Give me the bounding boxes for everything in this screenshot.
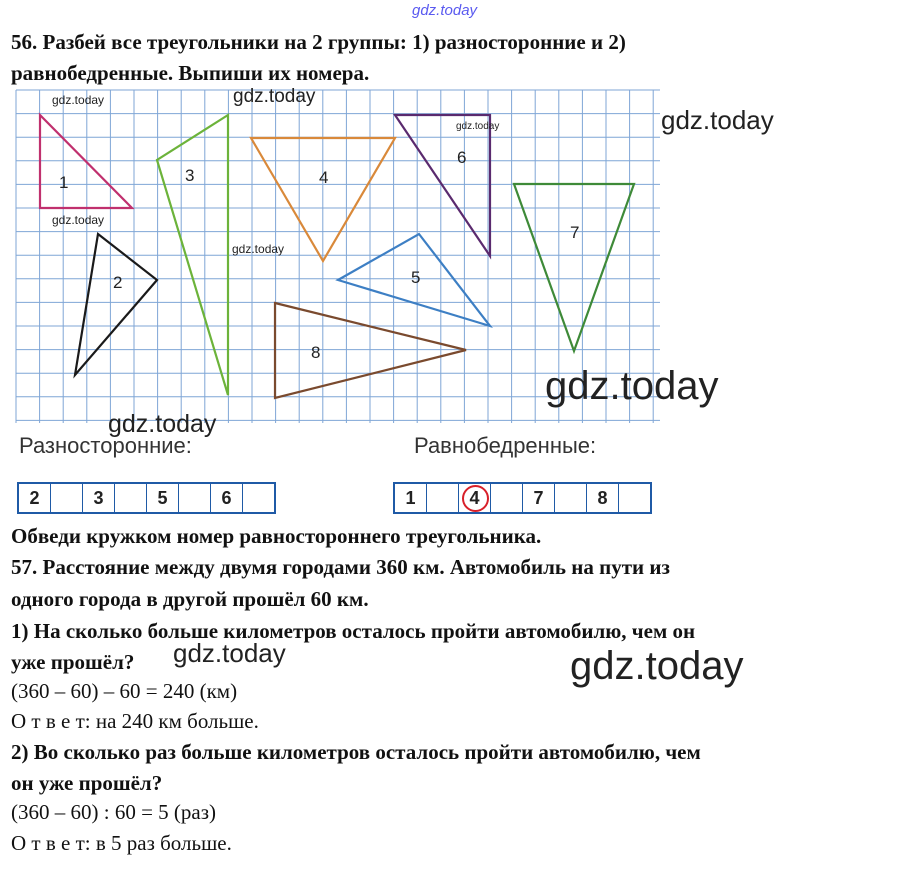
watermark: gdz.today [545,364,719,408]
task57-q2-line2: он уже прошёл? [11,771,163,795]
watermark: gdz.today [232,242,285,256]
watermark: gdz.today [108,410,217,438]
task57-answer1: О т в е т: на 240 км больше. [11,709,259,733]
triangle-7-label: 7 [570,223,580,242]
scalene-cell: 5 [147,484,179,512]
isosceles-label: Равнобедренные: [414,433,597,458]
scalene-label: Разносторонние: [19,433,192,458]
isosceles-cell [491,484,523,512]
watermark: gdz.today [233,86,316,107]
isosceles-cell [427,484,459,512]
task56-line2: равнобедренные. Выпиши их номера. [11,61,370,85]
task57-calc1: (360 – 60) – 60 = 240 (км) [11,679,238,703]
triangle-6-label: 6 [457,148,467,167]
task56-line1: 56. Разбей все треугольники на 2 группы: 1) разносторонние и 2) [11,30,626,54]
scalene-cell [51,484,83,512]
task57-line1: 57. Расстояние между двумя городами 360 км. Автомобиль на пути из [11,555,670,579]
triangle-6 [395,115,490,256]
watermark: gdz.today [412,2,478,19]
scalene-cell: 3 [83,484,115,512]
isosceles-cell-circled: 4 [459,484,491,512]
isosceles-answer-row [393,482,652,514]
scalene-answer-row [17,482,276,514]
watermark: gdz.today [661,105,774,135]
circle-instruction: Обведи кружком номер равностороннего треугольника. [11,524,542,548]
watermark: gdz.today [173,638,286,668]
triangle-2-label: 2 [113,273,123,292]
scalene-cell [179,484,211,512]
isosceles-cell [555,484,587,512]
scalene-cell [115,484,147,512]
watermark: gdz.today [52,93,105,107]
watermark: gdz.today [456,121,500,132]
task57-answer2: О т в е т: в 5 раз больше. [11,831,232,855]
task57-q1-line2: уже прошёл? [11,650,135,674]
triangle-grid [14,88,660,518]
isosceles-cell: 7 [523,484,555,512]
scalene-cell [243,484,274,512]
task57-q1-line1: 1) На сколько больше километров осталось пройти автомобилю, чем он [11,619,696,643]
triangle-4-label: 4 [319,168,329,187]
watermark: gdz.today [570,644,744,688]
isosceles-cell: 1 [395,484,427,512]
triangle-5-label: 5 [411,268,421,287]
watermark: gdz.today [52,213,105,227]
scalene-cell: 2 [19,484,51,512]
scalene-cell: 6 [211,484,243,512]
task57-line2: одного города в другой прошёл 60 км. [11,587,369,611]
triangle-3-label: 3 [185,166,195,185]
task57-q2-line1: 2) Во сколько раз больше километров осталось пройти автомобилю, чем [11,740,701,764]
isosceles-cell: 8 [587,484,619,512]
triangle-8-label: 8 [311,343,321,362]
isosceles-cell [619,484,650,512]
task57-calc2: (360 – 60) : 60 = 5 (раз) [11,800,217,824]
triangle-1-label: 1 [59,173,69,192]
triangle-1 [40,115,132,208]
